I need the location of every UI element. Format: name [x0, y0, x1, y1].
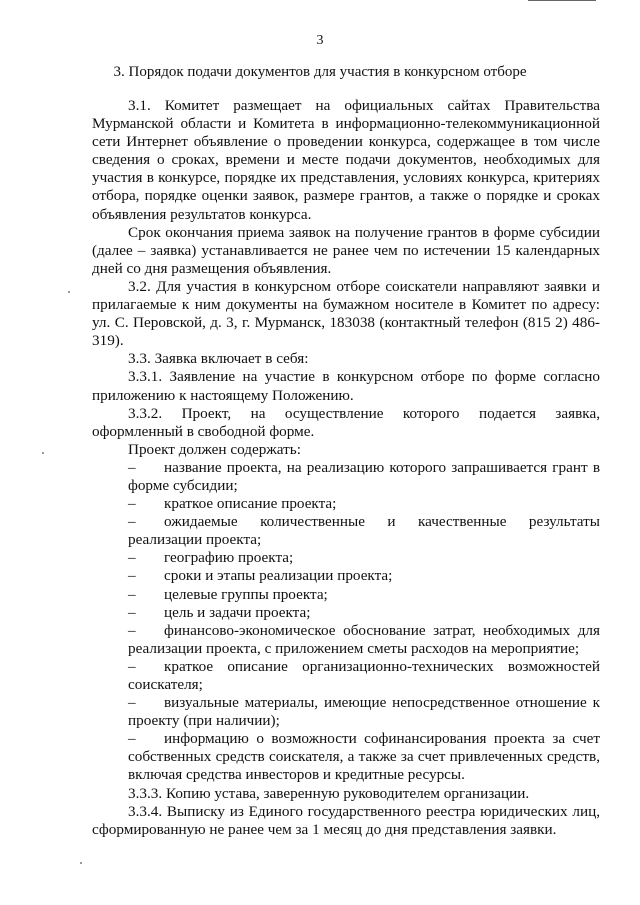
- list-item-text: целевые группы проекта;: [164, 585, 328, 603]
- list-item: [92, 622, 600, 658]
- paragraph-3-3-2: 3.3.2. Проект, на осуществление которого подается заявка, оформленный в свободной форме.: [92, 404, 600, 440]
- list-item-text: краткое описание проекта;: [164, 495, 337, 513]
- dash-marker: –: [128, 567, 136, 585]
- dash-marker: –: [128, 603, 136, 621]
- scan-speck: [68, 291, 70, 293]
- paragraph-3-3: 3.3. Заявка включает в себя:: [128, 350, 309, 368]
- list-item: [92, 513, 600, 549]
- top-edge-rule: [528, 0, 596, 1]
- document-body: [92, 97, 600, 839]
- list-item: [92, 658, 600, 694]
- dash-marker: –: [128, 495, 136, 513]
- list-item-text: финансово-экономическое обоснование затрат, необходимых для реализации проекта, с приложением сметы расходов на мероприятие;: [128, 621, 600, 657]
- list-item: [92, 604, 600, 622]
- dash-marker: –: [128, 621, 136, 639]
- list-item-text: географию проекта;: [164, 549, 294, 567]
- list-item-text: цель и задачи проекта;: [164, 603, 311, 621]
- dash-marker: –: [128, 694, 136, 712]
- dash-marker: –: [128, 458, 136, 476]
- list-item-text: сроки и этапы реализации проекта;: [164, 567, 393, 585]
- dash-marker: –: [128, 513, 136, 531]
- dash-marker: –: [128, 730, 136, 748]
- list-item: [92, 730, 600, 784]
- page-number: 3: [316, 33, 324, 48]
- section-heading: 3. Порядок подачи документов для участия в конкурсном отборе: [113, 64, 527, 80]
- list-item: [92, 495, 600, 513]
- scan-speck: [80, 862, 82, 864]
- list-item-text: визуальные материалы, имеющие непосредственное отношение к проекту (при наличии);: [128, 694, 600, 730]
- paragraph-3-1: 3.1. Комитет размещает на официальных сайтах Правительства Мурманской области и Комитета в информационно-телекоммуникационной сети Интернет объявление о проведении конкурса, содержащее в том числе сведения о сроках, времени и месте подачи документов, необходимых для участия в конкурсе, порядке их представления, условиях конкурса, критериях отбора, порядке оценки заявок, размере грантов, а также о порядке и сроках объявления результатов конкурса.: [92, 97, 600, 223]
- list-item-text: краткое описание организационно-технических возможностей соискателя;: [128, 657, 600, 693]
- paragraph-3-3-4: 3.3.4. Выписку из Единого государственного реестра юридических лиц, сформированную не ранее чем за 1 месяц до дня представления заявки.: [92, 802, 600, 838]
- list-item: [92, 567, 600, 585]
- list-item-text: ожидаемые количественные и качественные результаты реализации проекта;: [128, 513, 600, 549]
- paragraph-project-contents: Проект должен содержать:: [128, 440, 301, 458]
- list-item: [92, 459, 600, 495]
- paragraph-deadline: Срок окончания приема заявок на получение грантов в форме субсидии (далее – заявка) устанавливается не ранее чем по истечении 15 календарных дней со дня размещения объявления.: [92, 223, 600, 277]
- dash-marker: –: [128, 657, 136, 675]
- list-item: [92, 586, 600, 604]
- scan-speck: [42, 452, 44, 454]
- list-item-text: название проекта, на реализацию которого запрашивается грант в форме субсидии;: [128, 458, 600, 494]
- paragraph-3-3-1: 3.3.1. Заявление на участие в конкурсном отборе по форме согласно приложению к настоящему Положению.: [92, 368, 600, 404]
- list-item: [92, 549, 600, 567]
- paragraph-3-2: 3.2. Для участия в конкурсном отборе соискатели направляют заявки и прилагаемые к ним документы на бумажном носителе в Комитет по адресу: ул. С. Перовской, д. 3, г. Мурманск, 183038 (контактный телефон (815 2) 486-319).: [92, 277, 600, 350]
- list-item: [92, 694, 600, 730]
- dash-marker: –: [128, 585, 136, 603]
- paragraph-3-3-3: 3.3.3. Копию устава, заверенную руководителем организации.: [128, 784, 530, 802]
- dash-marker: –: [128, 549, 136, 567]
- list-item-text: информацию о возможности софинансирования проекта за счет собственных средств соискателя, а также за счет привлеченных средств, включая средства инвесторов и кредитные ресурсы.: [128, 730, 600, 784]
